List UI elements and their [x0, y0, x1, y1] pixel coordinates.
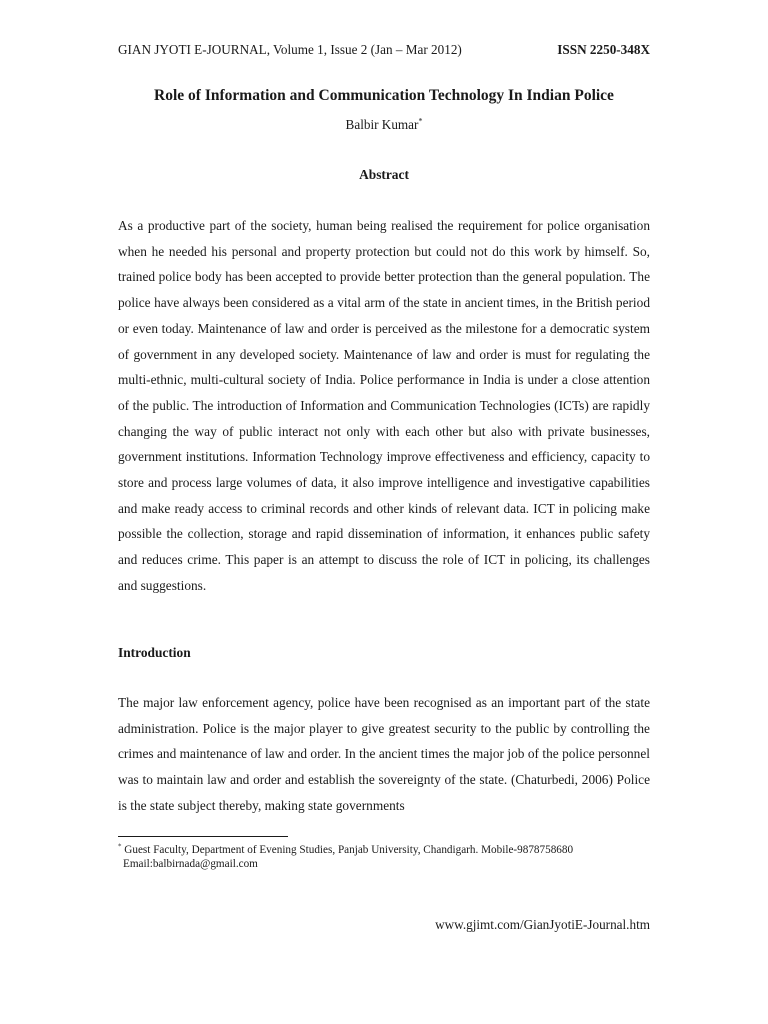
footnote-mark: * — [118, 842, 122, 851]
author-name: Balbir Kumar — [345, 117, 419, 132]
abstract-paragraph: As a productive part of the society, human being realised the requirement for police organisation when he needed his personal and property protection but could not do this work by himself. So, trained police body has been accepted to provide better protection than the general population. The police have always been considered as a vital arm of the state in ancient times, in the British period or even today. Maintenance of law and order is perceived as the milestone for a democratic system of government in any developed society. Maintenance of law and order is must for regulating the multi-ethnic, multi-cultural society of India. Police performance in India is under a close attention of the public. The introduction of Information and Communication Technologies (ICTs) are rapidly changing the way of public interact not only with each other but also with private businesses, government institutions. Information Technology improve effectiveness and efficiency, capacity to store and process large volumes of data, it also improve intelligence and investigative capabilities and make ready access to criminal records and other kinds of relevant data. ICT in policing make possible the collection, storage and rapid dissemination of information, it enhances public safety and reduces crime. This paper is an attempt to discuss the role of ICT in policing, its challenges and suggestions. — [118, 218, 650, 593]
journal-citation: GIAN JYOTI E-JOURNAL, Volume 1, Issue 2 (Jan – Mar 2012) — [118, 42, 462, 57]
footnote-email: Email:balbirnada@gmail.com — [123, 858, 258, 870]
issn-label: ISSN 2250-348X — [557, 42, 650, 57]
introduction-paragraph: The major law enforcement agency, police have been recognised as an important part of the state administration. Police is the major player to give greatest security to the public by controlling the crimes and maintenance of law and order. In the ancient times the major job of the police personnel was to maintain law and order and establish the sovereignty of the state. (Chaturbedi, 2006) Police is the state subject thereby, making state governments — [118, 695, 650, 813]
footer-url: www.gjimt.com/GianJyotiE-Journal.htm — [435, 917, 650, 932]
footnote-divider — [118, 836, 288, 837]
footnote-line-affiliation — [118, 843, 658, 857]
author-line — [100, 117, 668, 133]
abstract-heading: Abstract — [359, 167, 409, 182]
footnote-affiliation: Guest Faculty, Department of Evening Studies, Panjab University, Chandigarh. Mobile-9878758680 — [124, 844, 574, 856]
author-footnote-mark: * — [418, 116, 423, 126]
introduction-heading: Introduction — [118, 645, 191, 660]
footnote — [118, 843, 658, 871]
paper-title: Role of Information and Communication Technology In Indian Police — [154, 87, 614, 104]
